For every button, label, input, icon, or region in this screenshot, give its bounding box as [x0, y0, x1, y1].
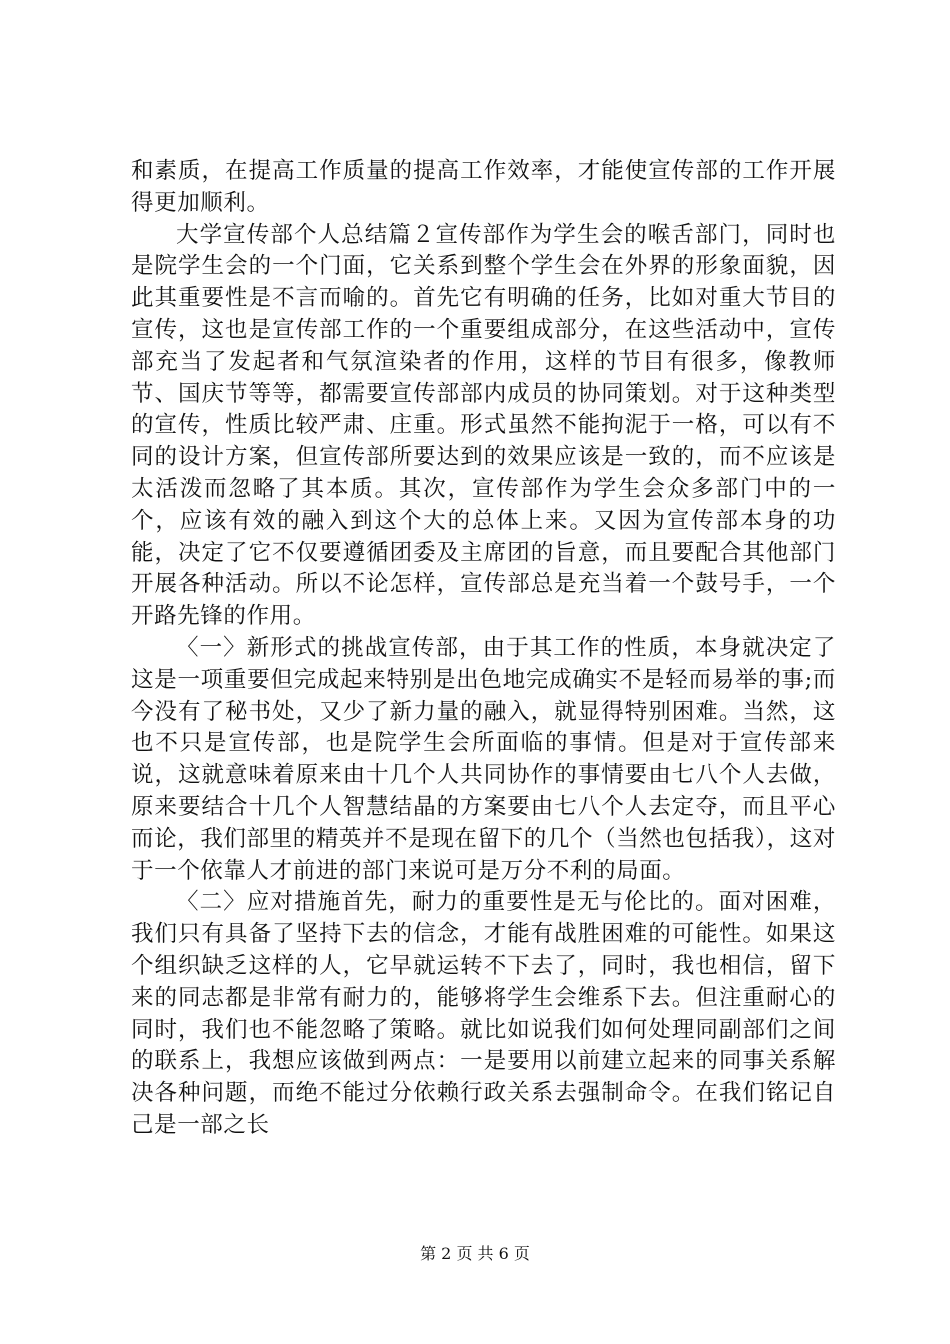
page-number-footer: 第 2 页 共 6 页	[420, 1244, 530, 1263]
document-body	[131, 156, 836, 1142]
paragraph-4: 〈二〉应对措施首先，耐力的重要性是无与伦比的。面对困难，我们只有具备了坚持下去的信念，才能有战胜困难的可能性。如果这个组织缺乏这样的人，它早就运转不下去了，同时，我也相信，留下来的同志都是非常有耐力的，能够将学生会维系下去。但注重耐心的同时，我们也不能忽略了策略。就比如说我们如何处理同副部们之间的联系上，我想应该做到两点：一是要用以前建立起来的同事关系解决各种问题，而绝不能过分依赖行政关系去强制命令。在我们铭记自己是一部之长	[131, 889, 836, 1138]
paragraph-1: 和素质，在提高工作质量的提高工作效率，才能使宣传部的工作开展得更加顺利。	[131, 158, 836, 216]
paragraph-2: 大学宣传部个人总结篇２宣传部作为学生会的喉舌部门，同时也是院学生会的一个门面，它关系到整个学生会在外界的形象面貌，因此其重要性是不言而喻的。首先它有明确的任务，比如对重大节目的宣传，这也是宣传部工作的一个重要组成部分，在这些活动中，宣传部充当了发起者和气氛渲染者的作用，这样的节目有很多，像教师节、国庆节等等，都需要宣传部部内成员的协同策划。对于这种类型的宣传，性质比较严肃、庄重。形式虽然不能拘泥于一格，可以有不同的设计方案，但宣传部所要达到的效果应该是一致的，而不应该是太活泼而忽略了其本质。其次，宣传部作为学生会众多部门中的一个，应该有效的融入到这个大的总体上来。又因为宣传部本身的功能，决定了它不仅要遵循团委及主席团的旨意，而且要配合其他部门开展各种活动。所以不论怎样，宣传部总是充当着一个鼓号手，一个开路先锋的作用。	[131, 221, 836, 630]
paragraph-3: 〈一〉新形式的挑战宣传部，由于其工作的性质，本身就决定了这是一项重要但完成起来特别是出色地完成确实不是轻而易举的事;而今没有了秘书处，又少了新力量的融入，就显得特别困难。当然，这也不只是宣传部，也是院学生会所面临的事情。但是对于宣传部来说，这就意味着原来由十几个人共同协作的事情要由七八个人去做，原来要结合十几个人智慧结晶的方案要由七八个人去定夺，而且平心而论，我们部里的精英并不是现在留下的几个（当然也包括我），这对于一个依靠人才前进的部门来说可是万分不利的局面。	[131, 634, 836, 884]
